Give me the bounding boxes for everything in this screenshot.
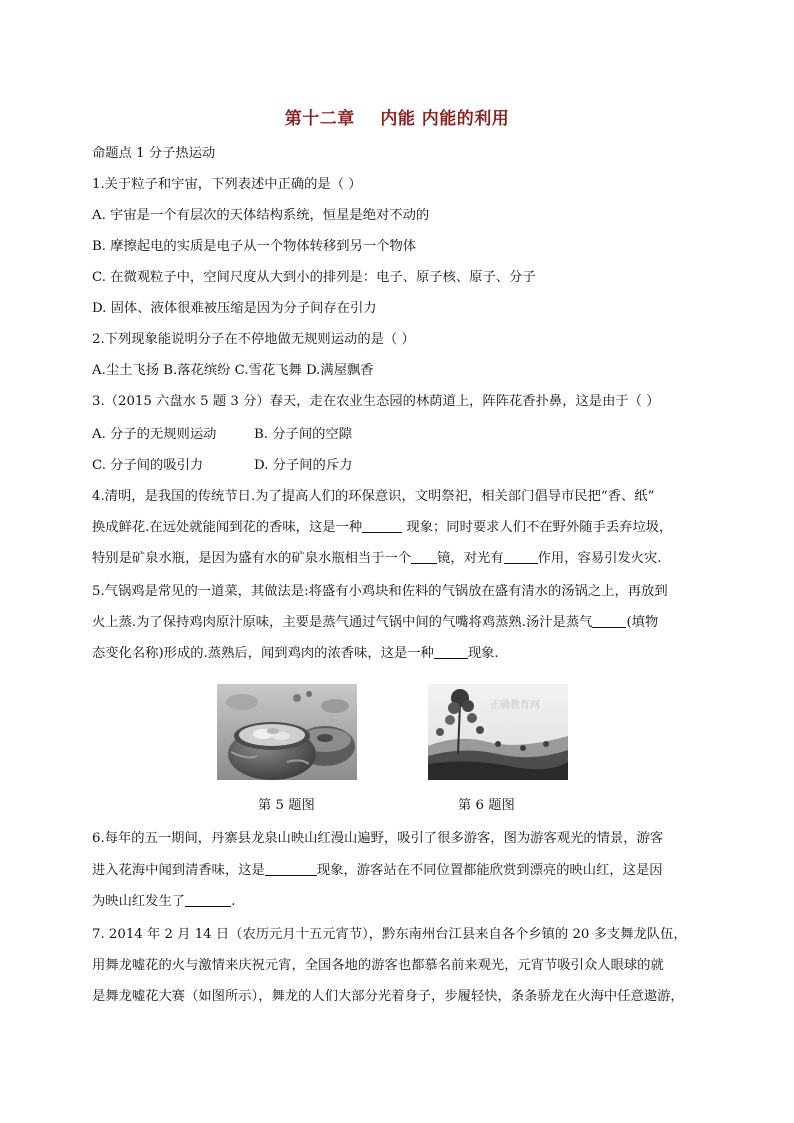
q7-line-2: 用舞龙嘘花的火与激情来庆祝元宵，全国各地的游客也都慕名前来观光，元宵节吸引众人眼球的就 xyxy=(92,958,664,973)
q3-option-c: C. 分子间的吸引力 xyxy=(92,458,204,473)
q3-options-row-2 xyxy=(92,457,352,475)
q4-text: 现象；同时要求人们不在野外随手丢弃垃圾， xyxy=(402,520,673,535)
watermark-text: 正确教育网 xyxy=(490,700,540,711)
figure-5-caption: 第 5 题图 xyxy=(258,798,315,813)
q5-blank-1[interactable] xyxy=(592,614,626,628)
q4-text: 作用，容易引发火灾. xyxy=(537,551,662,566)
q3-option-b: B. 分子间的空隙 xyxy=(254,427,353,442)
q4-text: 换成鲜花.在远处就能闻到花的香味，这是一种 xyxy=(92,520,363,535)
q5-text: 火上蒸.为了保持鸡肉原汁原味，主要是蒸气通过气锅中间的气嘴将鸡蒸熟.汤汁是蒸气 xyxy=(92,615,593,630)
q1-option-a: A. 宇宙是一个有层次的天体结构系统，恒星是绝对不动的 xyxy=(92,208,430,223)
q6-text: . xyxy=(231,894,236,909)
q4-blank-1[interactable] xyxy=(362,519,402,533)
q6-text: 为映山红发生了 xyxy=(92,894,186,909)
section-heading: 命题点 1 分子热运动 xyxy=(92,146,216,161)
q7-line-3: 是舞龙嘘花大赛（如图所示），舞龙的人们大部分光着身子，步履轻快，条条骄龙在火海中任意遨游， xyxy=(92,989,684,1004)
q2-stem: 2.下列现象能说明分子在不停地做无规则运动的是（ ） xyxy=(92,332,415,347)
q4-text: 特别是矿泉水瓶，是因为盛有水的矿泉水瓶相当于一个 xyxy=(92,551,412,566)
q4-line-2 xyxy=(92,519,672,537)
q1-option-b: B. 摩擦起电的实质是电子从一个物体转移到另一个物体 xyxy=(92,239,417,254)
q6-blank-1[interactable] xyxy=(265,862,317,876)
q4-blank-3[interactable] xyxy=(504,550,538,564)
q4-line-3 xyxy=(92,550,662,568)
chapter-title: 第十二章 内能 内能的利用 xyxy=(284,109,510,129)
q5-text: 态变化名称)形成的.蒸熟后，闻到鸡肉的浓香味，这是一种 xyxy=(92,646,434,661)
q6-blank-2[interactable] xyxy=(185,893,231,907)
q7-line-1: 7. 2014 年 2 月 14 日（农历元月十五元宵节），黔东南州台江县来自各个乡镇的 20 多支舞龙队伍， xyxy=(92,927,687,942)
q2-options: A.尘土飞扬 B.落花缤纷 C.雪花飞舞 D.满屋飘香 xyxy=(92,363,374,378)
q6-line-2 xyxy=(92,862,663,880)
q6-line-3 xyxy=(92,893,235,911)
q6-line-1: 6.每年的五一期间，丹寨县龙泉山映山红漫山遍野，吸引了很多游客，图为游客观光的情景，游客 xyxy=(92,831,664,846)
q4-line-1: 4.清明，是我国的传统节日.为了提高人们的环保意识，文明祭祀，相关部门倡导市民把“香、纸” xyxy=(92,489,655,504)
q3-options-row-1 xyxy=(92,426,352,444)
q1-option-c: C. 在微观粒子中，空间尺度从大到小的排列是：电子、原子核、原子、分子 xyxy=(92,270,536,285)
q5-blank-2[interactable] xyxy=(434,645,468,659)
q4-blank-2[interactable] xyxy=(411,550,437,564)
q1-stem: 1.关于粒子和宇宙，下列表述中正确的是（ ） xyxy=(92,177,362,192)
q1-option-d: D. 固体、液体很难被压缩是因为分子间存在引力 xyxy=(92,301,377,316)
q3-option-a: A. 分子的无规则运动 xyxy=(92,427,217,442)
q3-option-d: D. 分子间的斥力 xyxy=(254,458,353,473)
q5-line-1: 5.气锅鸡是常见的一道菜，其做法是:将盛有小鸡块和佐料的气锅放在盛有清水的汤锅之上，再放到 xyxy=(92,584,668,599)
q4-text: 镜，对光有 xyxy=(437,551,504,566)
q5-text: 现象. xyxy=(467,646,499,661)
q5-line-3 xyxy=(92,645,499,663)
figure-6-image xyxy=(428,684,568,780)
q6-text: 现象，游客站在不同位置都能欣赏到漂亮的映山红，这是因 xyxy=(316,863,663,878)
q5-line-2 xyxy=(92,614,658,632)
figure-6-caption: 第 6 题图 xyxy=(458,798,515,813)
q3-stem: 3.（2015 六盘水 5 题 3 分）春天，走在农业生态园的林荫道上，阵阵花香扑鼻，这是由于（ ） xyxy=(92,394,660,409)
figure-5-image xyxy=(217,684,357,780)
q6-text: 进入花海中闻到清香味，这是 xyxy=(92,863,265,878)
q5-text: (填物 xyxy=(626,615,659,630)
